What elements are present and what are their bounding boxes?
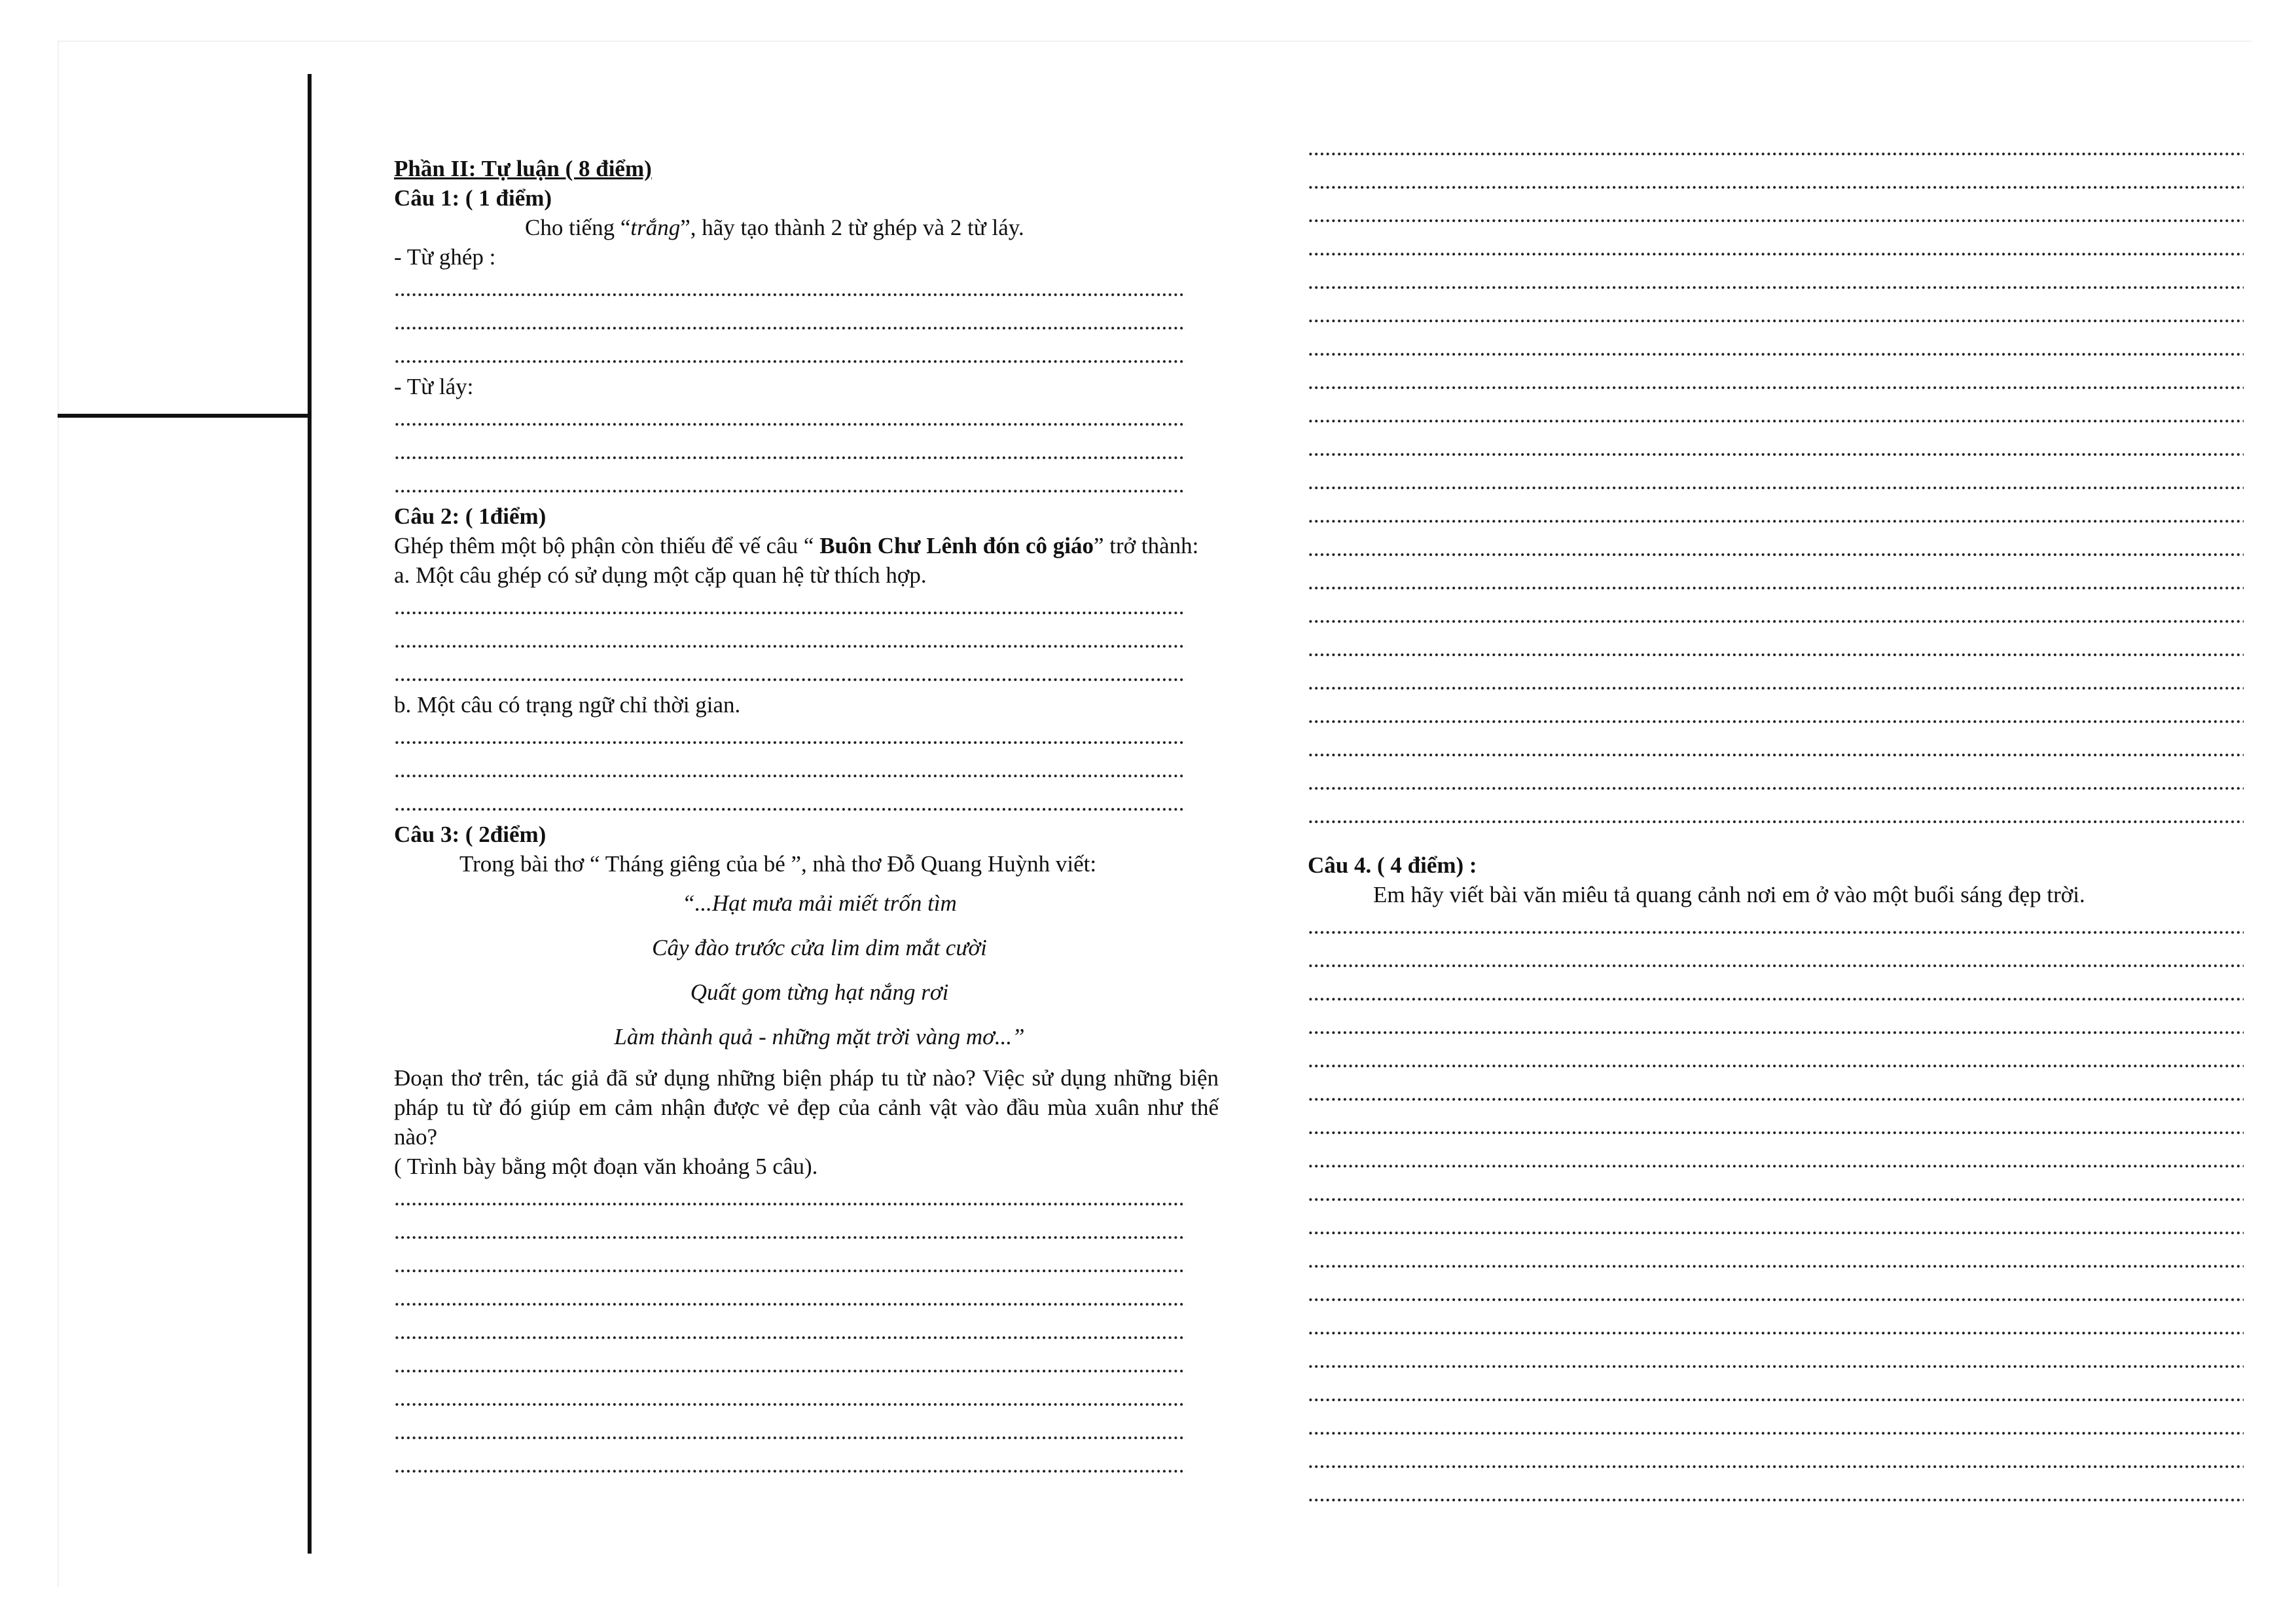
answer-line[interactable] — [1308, 1210, 2244, 1243]
question-2-item-b: b. Một câu có trạng ngữ chỉ thời gian. — [394, 692, 741, 718]
answer-line[interactable] — [1308, 1310, 2244, 1343]
answer-line[interactable] — [394, 338, 1186, 372]
question-4-title: Câu 4. ( 4 điểm) : — [1308, 852, 1477, 878]
answer-line[interactable] — [1308, 1176, 2244, 1210]
answer-line[interactable] — [394, 305, 1186, 338]
question-3-intro: Trong bài thơ “ Tháng giêng của bé ”, nhà thơ Đỗ Quang Huỳnh viết: — [459, 851, 1097, 877]
answer-line[interactable] — [1308, 1143, 2244, 1176]
answer-line[interactable] — [1308, 131, 2244, 164]
answer-line[interactable] — [394, 786, 1186, 820]
answer-line[interactable] — [1308, 164, 2244, 198]
poem-line: “...Hạt mưa mải miết trốn tìm — [682, 890, 957, 916]
compound-word-label: - Từ ghép : — [394, 244, 496, 270]
answer-line[interactable] — [394, 753, 1186, 786]
answer-line[interactable] — [394, 623, 1186, 657]
answer-line[interactable] — [394, 1381, 1186, 1415]
answer-line[interactable] — [1308, 331, 2244, 365]
answer-line[interactable] — [1308, 365, 2244, 398]
answer-line[interactable] — [394, 272, 1186, 305]
answer-line[interactable] — [1308, 976, 2244, 1010]
poem-line: Làm thành quả - những mặt trời vàng mơ...” — [614, 1024, 1025, 1049]
margin-horizontal-rule — [58, 414, 312, 418]
answer-line[interactable] — [394, 435, 1186, 468]
spacer — [1308, 832, 2244, 850]
answer-line[interactable] — [1308, 699, 2244, 732]
answer-line[interactable] — [1308, 398, 2244, 431]
question-2-item-a: a. Một câu ghép có sử dụng một cặp quan hệ từ thích hợp. — [394, 562, 927, 588]
answer-line[interactable] — [1308, 1477, 2244, 1510]
answer-line[interactable] — [1308, 598, 2244, 632]
reduplicative-word-label: - Từ láy: — [394, 374, 474, 399]
answer-line[interactable] — [394, 1348, 1186, 1381]
answer-line[interactable] — [394, 1415, 1186, 1448]
answer-line[interactable] — [1308, 665, 2244, 699]
answer-line[interactable] — [1308, 1243, 2244, 1277]
question-2-prompt: Ghép thêm một bộ phận còn thiếu để vế câu “ Buôn Chư Lênh đón cô giáo” trở thành: — [394, 533, 1199, 558]
answer-line[interactable] — [1308, 1076, 2244, 1110]
poem-line: Quất gom từng hạt nắng rơi — [690, 979, 949, 1005]
question-1-prompt: Cho tiếng “trắng”, hãy tạo thành 2 từ ghép và 2 từ láy. — [525, 215, 1024, 240]
answer-line[interactable] — [394, 1315, 1186, 1348]
answer-line[interactable] — [1308, 231, 2244, 264]
answer-line[interactable] — [394, 1248, 1186, 1281]
answer-line[interactable] — [394, 590, 1186, 623]
answer-line[interactable] — [1308, 298, 2244, 331]
answer-line[interactable] — [1308, 909, 2244, 943]
question-1-title: Câu 1: ( 1 điểm) — [394, 185, 552, 211]
answer-line[interactable] — [1308, 264, 2244, 298]
answer-line[interactable] — [1308, 1377, 2244, 1410]
answer-line[interactable] — [1308, 1410, 2244, 1444]
right-column — [1308, 131, 2244, 1510]
answer-line[interactable] — [1308, 498, 2244, 532]
answer-line[interactable] — [394, 1214, 1186, 1248]
answer-line[interactable] — [394, 468, 1186, 501]
question-3-note: ( Trình bày bằng một đoạn văn khoảng 5 câu). — [394, 1154, 818, 1179]
answer-line[interactable] — [394, 1281, 1186, 1315]
question-3-question: Đoạn thơ trên, tác giả đã sử dụng những biện pháp tu từ nào? Việc sử dụng những biện pháp tu từ đó giúp em cảm nhận được vẻ đẹp của cảnh vật vào đầu mùa xuân như thế nào? — [394, 1065, 1219, 1150]
answer-line[interactable] — [1308, 1444, 2244, 1477]
answer-line[interactable] — [1308, 198, 2244, 231]
question-4-prompt: Em hãy viết bài văn miêu tả quang cảnh nơi em ở vào một buổi sáng đẹp trời. — [1373, 882, 2085, 907]
answer-line[interactable] — [1308, 431, 2244, 465]
answer-line[interactable] — [394, 401, 1186, 435]
answer-line[interactable] — [1308, 1343, 2244, 1377]
answer-line[interactable] — [1308, 943, 2244, 976]
answer-line[interactable] — [1308, 732, 2244, 765]
answer-line[interactable] — [1308, 1277, 2244, 1310]
section-title: Phần II: Tự luận ( 8 điểm) — [394, 156, 652, 181]
answer-line[interactable] — [1308, 532, 2244, 565]
answer-line[interactable] — [1308, 1110, 2244, 1143]
left-column — [394, 154, 1219, 1482]
poem-line: Cây đào trước cửa lim dim mắt cười — [652, 935, 987, 960]
question-2-title: Câu 2: ( 1điểm) — [394, 503, 547, 529]
question-3-title: Câu 3: ( 2điểm) — [394, 822, 547, 847]
answer-line[interactable] — [1308, 1010, 2244, 1043]
answer-line[interactable] — [394, 1181, 1186, 1214]
answer-line[interactable] — [1308, 765, 2244, 799]
answer-line[interactable] — [1308, 1043, 2244, 1076]
answer-line[interactable] — [394, 657, 1186, 690]
margin-vertical-rule — [308, 74, 312, 1554]
poem-excerpt — [394, 881, 1219, 1059]
answer-line[interactable] — [1308, 465, 2244, 498]
answer-line[interactable] — [1308, 632, 2244, 665]
answer-line[interactable] — [394, 720, 1186, 753]
answer-line-short[interactable] — [1308, 799, 2244, 832]
answer-line[interactable] — [394, 1448, 1186, 1482]
answer-line[interactable] — [1308, 565, 2244, 598]
